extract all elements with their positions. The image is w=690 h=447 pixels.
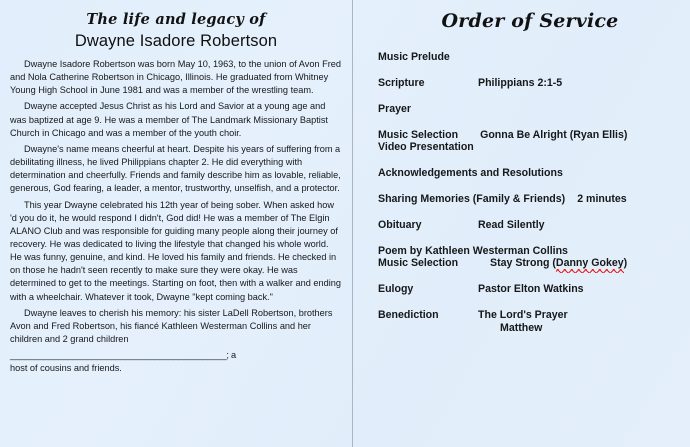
service-item-benediction-second-line: Matthew bbox=[500, 321, 543, 334]
order-of-service-column bbox=[352, 0, 690, 447]
service-item-value: 2 minutes bbox=[577, 192, 627, 205]
service-item-label: Sharing Memories (Family & Friends) bbox=[378, 192, 566, 205]
obituary-paragraph: Dwayne accepted Jesus Christ as his Lord and Savior at a young age and was baptized at age 9. He was a member of The Landmark Missionary Baptist Church in Chicago and was a member of the youth choir. bbox=[10, 101, 328, 138]
service-item-label: Scripture bbox=[378, 76, 425, 89]
service-item-value: Philippians 2:1-5 bbox=[478, 76, 563, 89]
service-item-scripture bbox=[378, 77, 682, 89]
obituary-closing-line: host of cousins and friends. bbox=[10, 363, 122, 374]
service-item-value: The Lord's Prayer bbox=[478, 308, 568, 321]
service-item-music-selection-1 bbox=[378, 129, 682, 141]
life-and-legacy-title: The life and legacy of bbox=[86, 11, 266, 28]
service-item-value bbox=[478, 257, 627, 269]
service-item-value-suffix: ) bbox=[623, 256, 628, 269]
deceased-name: Dwayne Isadore Robertson bbox=[74, 31, 278, 50]
service-item-label: Benediction bbox=[378, 308, 439, 321]
order-of-service-list bbox=[378, 51, 682, 334]
service-item-label: Eulogy bbox=[378, 282, 414, 295]
service-item-prayer bbox=[378, 103, 682, 115]
column-divider bbox=[352, 0, 353, 447]
service-item-video-presentation bbox=[378, 141, 682, 153]
obituary-paragraph: Dwayne Isadore Robertson was born May 10, 1963, to the union of Avon Fred and Nola Catherine Robertson in Chicago, Illinois. He graduated from Whitney Young High School in June 1981 and was a member of the wrestling team. bbox=[10, 58, 341, 96]
service-item-music-selection-2 bbox=[378, 257, 682, 269]
obituary-paragraph: Dwayne leaves to cherish his memory: his sister LaDell Robertson, brothers Avon and Fred Robertson, his fiancé Kathleen Westerman Collins and her children and 2 grand children bbox=[10, 307, 333, 345]
service-item-label: Music Selection bbox=[378, 128, 459, 141]
service-item-value: Read Silently bbox=[478, 218, 545, 231]
blank-fill-in-rule: _____________________________________________; a bbox=[10, 350, 236, 361]
service-item-sharing-memories bbox=[378, 193, 682, 205]
obituary-paragraph: This year Dwayne celebrated his 12th year of being sober. When asked how 'd you do it, he would respond I didn't, God did! He was a member of The Elgin ALANO Club and was responsible for guiding many people along their journey of recovery. He was dedicated to living the lifestyle that changed his whole world. He was funny, genuine, and kind. He loved his family and friends. He checked in on those he hadn't seen recently to make sure they were okay. He was determined to get to the meetings. Starting on foot, then with a walker and ending with a wheelchair. Whatever it took, Dwayne "kept coming back." bbox=[10, 199, 341, 302]
service-item-label: Poem by Kathleen Westerman Collins bbox=[378, 244, 568, 257]
service-item-poem bbox=[378, 245, 682, 257]
service-item-label: Music Selection bbox=[378, 256, 459, 269]
service-item-value-prefix: Stay Strong ( bbox=[490, 256, 556, 269]
service-item-label: Music Prelude bbox=[378, 50, 450, 63]
service-item-label: Prayer bbox=[378, 102, 411, 115]
service-item-value: Pastor Elton Watkins bbox=[478, 282, 584, 295]
obituary-paragraph: Dwayne's name means cheerful at heart. Despite his years of suffering from a debilitating illness, he lived Philippians chapter 2. He did everything with determination and cheerfully. Friends and family describe him as lovable, reliable, generous, God fearing, a leader, a mentor, trustworthy, unselfish, and a protector. bbox=[10, 143, 341, 194]
service-item-acknowledgements bbox=[378, 167, 682, 179]
service-item-label: Obituary bbox=[378, 218, 422, 231]
service-item-eulogy bbox=[378, 283, 682, 295]
service-item-label: Acknowledgements and Resolutions bbox=[378, 166, 563, 179]
service-item-music-prelude bbox=[378, 51, 682, 63]
service-item-obituary bbox=[378, 219, 682, 231]
service-item-value: Gonna Be Alright (Ryan Ellis) bbox=[480, 128, 628, 141]
service-item-label: Video Presentation bbox=[378, 140, 474, 153]
service-item-benediction bbox=[378, 309, 682, 321]
spellcheck-misspelled-word: Danny Gokey bbox=[555, 256, 624, 269]
order-of-service-title: Order of Service bbox=[441, 10, 619, 32]
